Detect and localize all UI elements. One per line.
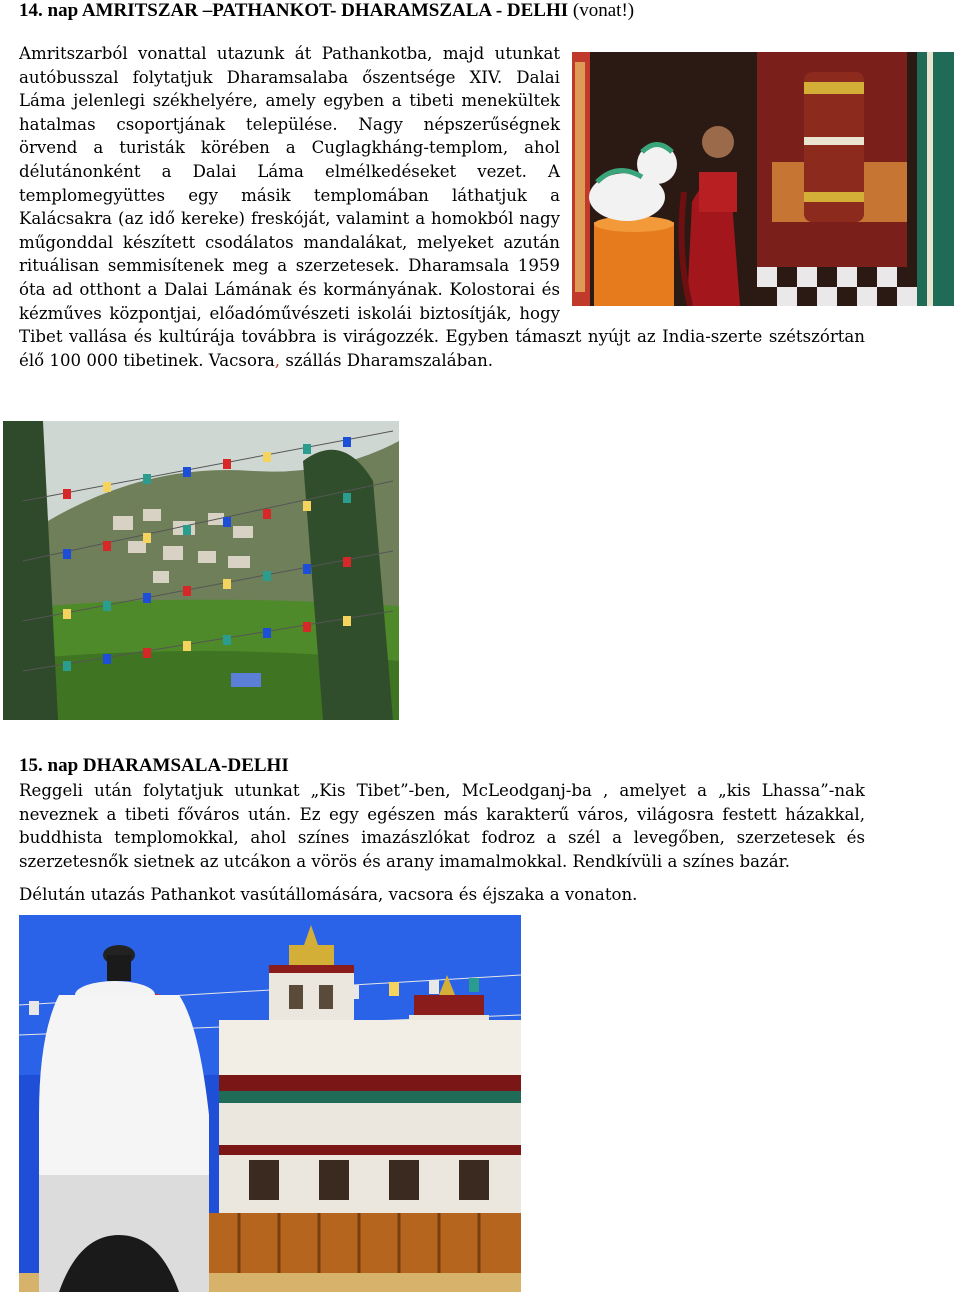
day14-heading xyxy=(19,0,634,22)
day14-paragraph-block xyxy=(19,42,865,372)
day15-heading: 15. nap DHARAMSALA-DELHI xyxy=(19,755,289,776)
red-comma: , xyxy=(274,350,281,370)
prayer-flags-valley-photo xyxy=(3,421,399,720)
monk-prayer-wheel-photo xyxy=(572,52,954,306)
day14-heading-note: (vonat!) xyxy=(572,0,635,21)
day14-paragraph-tail: szállás Dharamszalában. xyxy=(280,350,494,370)
day14-heading-title: 14. nap AMRITSZAR –PATHANKOT- DHARAMSZALA - DELHI xyxy=(19,0,569,21)
temple-stupa-photo xyxy=(19,915,521,1292)
day15-section xyxy=(19,755,865,907)
day14-paragraph-text: Amritszarból vonattal utazunk át Pathankotba, majd utunkat autóbusszal folytatjuk Dharamsalaba őszentsége XIV. Dalai Láma jelenlegi székhelyére, amely egyben a tibeti menekültek hatalmas csoportjának települése. Nagy népszerűségnek örvend a turisták körében a Cuglagkháng-templom, ahol délutánonként a Dalai Láma elmélkedéseket vezet. A templomegyüttes egy másik templomában láthatjuk a Kalácsakra (az idő kereke) freskóját, valamint a homokból nagy műgonddal készített csodálatos mandalákat, melyeket azután rituálisan semmisítenek meg a szerzetesek. Dharamsala 1959 óta ad otthont a Dalai Lámának és kormányának. Kolostorai és kézműves központjai, előadóművészeti iskolái biztosítják, hogy Tibet vallása és kultúrája továbbra is virágozzék. Egyben támaszt nyújt az India-szerte szétszórtan élő 100 000 tibetinek. Vacsora xyxy=(19,44,865,370)
day15-paragraph-2: Délután utazás Pathankot vasútállomására, vacsora és éjszaka a vonaton. xyxy=(19,885,638,905)
day15-paragraph-1: Reggeli után folytatjuk utunkat „Kis Tibet”-ben, McLeodganj-ba , amelyet a „kis Lhassa”-nak neveznek a tibeti főváros után. Ez egy egészen más karakterű város, világosra festett házakkal, buddhista templomokkal, ahol színes imazászlókat fodroz a szél a levegőben, szerzetesek és szerzetesnők sietnek az utcákon a vörös és arany imamalmokkal. Rendkívüli a színes bazár. xyxy=(19,781,865,871)
